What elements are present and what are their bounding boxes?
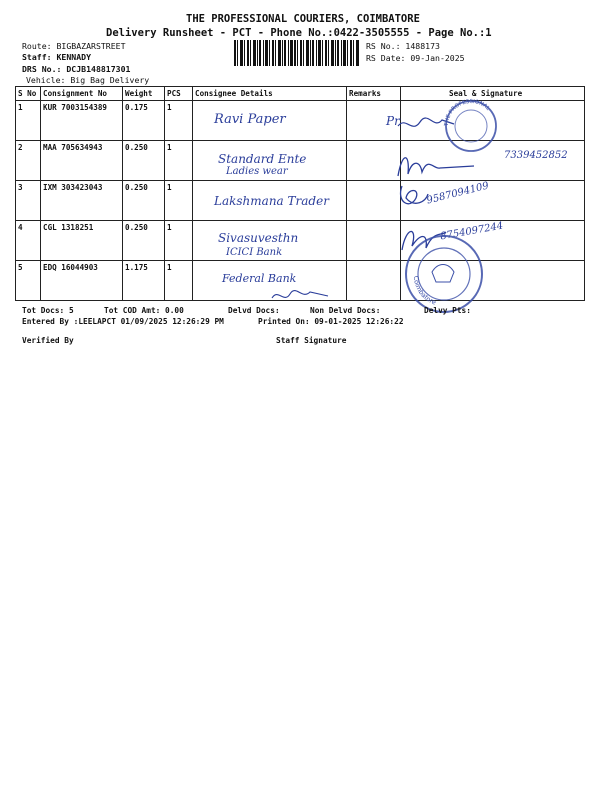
consignment-cell: EDQ 16044903	[41, 261, 123, 301]
consignment-cell: KUR 7003154389	[41, 101, 123, 141]
signature-scribble	[394, 150, 504, 180]
consignment-cell: CGL 1318251	[41, 221, 123, 261]
barcode-image	[234, 40, 360, 66]
handwritten-signature: Pr	[386, 114, 400, 128]
col-header: PCS	[165, 87, 193, 101]
consignment-cell: IXM 303423043	[41, 181, 123, 221]
seal-text: THE PROFESSIONAL	[443, 98, 491, 127]
handwritten-consignee: Ladies wear	[226, 166, 288, 177]
col-header: S No	[16, 87, 41, 101]
printed-on: Printed On: 09-01-2025 12:26:22	[258, 317, 404, 326]
handwritten-consignee: Federal Bank	[222, 272, 297, 285]
delivered-docs: Delvd Docs:	[228, 306, 280, 315]
remarks-cell	[347, 181, 401, 221]
vehicle-label: Vehicle: Big Bag Delivery	[26, 75, 150, 85]
handwritten-phone: 7339452852	[504, 150, 568, 161]
handwritten-consignee: Lakshmana Trader	[214, 194, 329, 208]
signature-scribble	[270, 288, 330, 304]
handwritten-consignee: Sivasuvesthn	[218, 231, 299, 245]
col-header: Consignment No	[41, 87, 123, 101]
weight-cell: 0.250	[123, 221, 165, 261]
entered-by: Entered By :LEELAPCT 01/09/2025 12:26:29 PM	[22, 317, 224, 326]
pcs-cell: 1	[165, 221, 193, 261]
pcs-cell: 1	[165, 181, 193, 221]
signature-scribble	[396, 182, 430, 212]
handwritten-consignee: Standard Ente	[218, 152, 307, 166]
handwritten-consignee: Ravi Paper	[214, 112, 286, 127]
consignment-cell: MAA 705634943	[41, 141, 123, 181]
weight-cell: 1.175	[123, 261, 165, 301]
remarks-cell	[347, 261, 401, 301]
staff-label: Staff: KENNADY	[22, 52, 92, 62]
weight-cell: 0.250	[123, 181, 165, 221]
svg-text:THE PROFESSIONAL	[444, 99, 492, 127]
sno-cell: 4	[16, 221, 41, 261]
remarks-cell	[347, 221, 401, 261]
svg-text:Coimbatore	[412, 276, 437, 307]
sno-cell: 1	[16, 101, 41, 141]
seal-text: Coimbatore	[411, 275, 438, 307]
col-header: Consignee Details	[193, 87, 347, 101]
rs-number: RS No.: 1488173	[366, 41, 440, 51]
remarks-cell	[347, 141, 401, 181]
pcs-cell: 1	[165, 141, 193, 181]
route-label: Route: BIGBAZARSTREET	[22, 41, 126, 51]
sno-cell: 5	[16, 261, 41, 301]
pcs-cell: 1	[165, 101, 193, 141]
weight-cell: 0.175	[123, 101, 165, 141]
company-seal	[440, 96, 502, 152]
col-header: Remarks	[347, 87, 401, 101]
handwritten-phone: 8754097244	[439, 220, 505, 243]
non-delivered-docs: Non Delvd Docs:	[310, 306, 381, 315]
total-docs: Tot Docs: 5	[22, 306, 74, 315]
total-cod-amount: Tot COD Amt: 0.00	[104, 306, 184, 315]
sno-cell: 2	[16, 141, 41, 181]
verified-by-label: Verified By	[22, 336, 74, 345]
handwritten-consignee: ICICI Bank	[226, 247, 283, 258]
runsheet-subtitle: Delivery Runsheet - PCT - Phone No.:0422-3505555 - Page No.:1	[106, 27, 492, 39]
col-header: Seal & Signature	[401, 87, 585, 101]
col-header: Weight	[123, 87, 165, 101]
sno-cell: 3	[16, 181, 41, 221]
rs-date: RS Date: 09-Jan-2025	[366, 53, 465, 63]
delivery-points: Delvy Pts:	[424, 306, 471, 315]
pcs-cell: 1	[165, 261, 193, 301]
bank-seal	[402, 232, 486, 316]
drs-number: DRS No.: DCJB148817301	[22, 64, 131, 74]
company-title: THE PROFESSIONAL COURIERS, COIMBATORE	[186, 13, 420, 25]
staff-signature-label: Staff Signature	[276, 336, 347, 345]
handwritten-phone: 9587094109	[425, 180, 491, 207]
weight-cell: 0.250	[123, 141, 165, 181]
